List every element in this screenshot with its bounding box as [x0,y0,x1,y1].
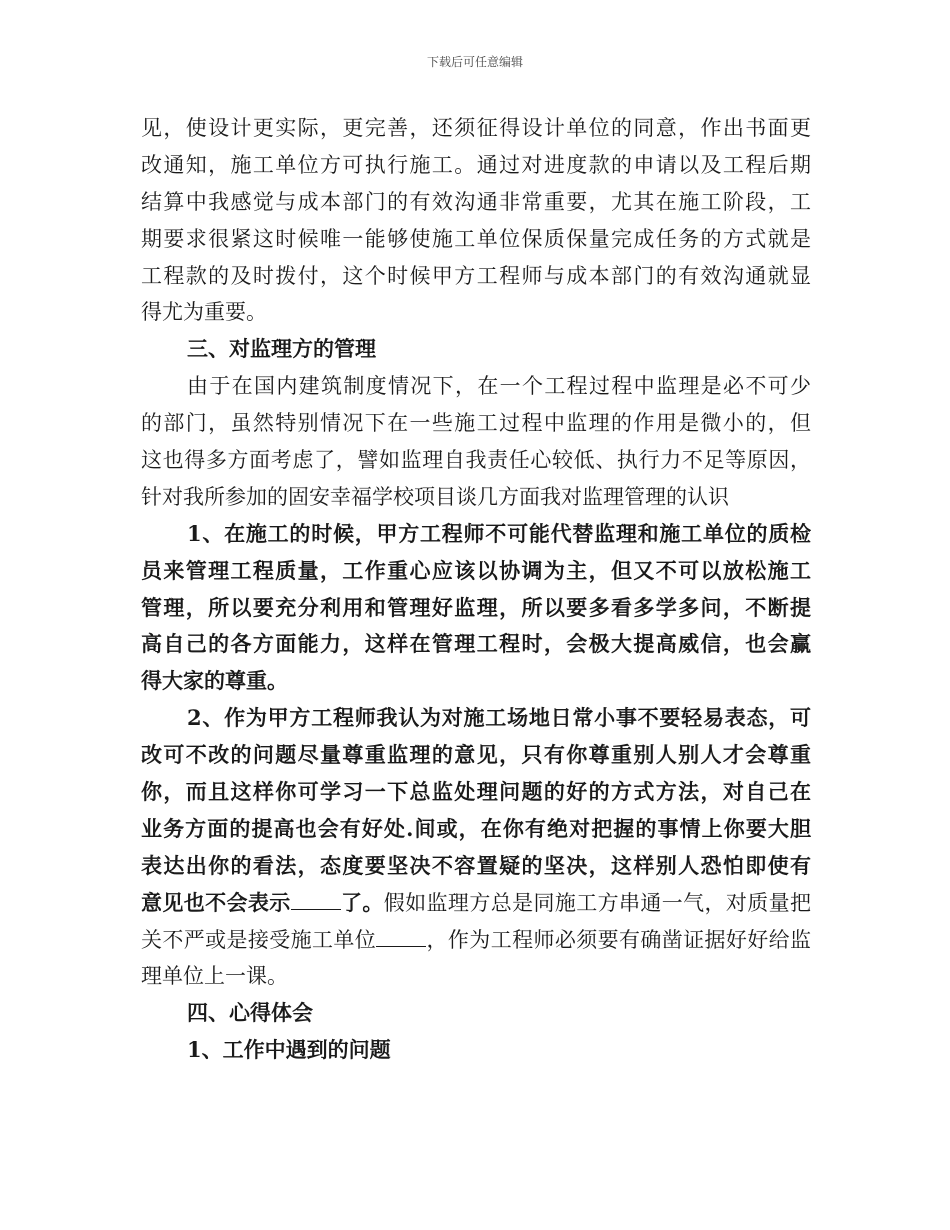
body-line: 高自己的各方面能力，这样在管理工程时，会极大提高威信，也会赢 [141,631,811,657]
body-line: 1、在施工的时候，甲方工程师不可能代替监理和施工单位的质检 [187,520,811,546]
body-line: 的部门，虽然特别情况下在一些施工过程中监理的作用是微小的，但 [141,411,811,436]
body-line: 改通知，施工单位方可执行施工。通过对进度款的申请以及工程后期 [141,152,811,177]
body-line: 2、作为甲方工程师我认为对施工场地日常小事不要轻易表态，可 [187,705,811,731]
body-line: 期要求很紧这时候唯一能够使施工单位保质保量完成任务的方式就是 [141,226,811,251]
body-line: 员来管理工程质量，工作重心应该以协调为主，但又不可以放松施工 [141,557,811,583]
body-line: 工程款的及时拨付，这个时候甲方工程师与成本部门的有效沟通就显 [141,263,811,288]
line-segment: 关不严或是接受施工单位 [141,927,377,952]
fill-in-blank [291,885,341,910]
document-body [141,110,811,1069]
line-segment: ，作为工程师必须要有确凿证据好好给监 [426,927,811,952]
body-line-with-blank [141,885,811,922]
subsection-heading: 1、工作中遇到的问题 [187,1037,391,1063]
body-line: 表达出你的看法，态度要坚决不容置疑的坚决，这样别人恐怕即使有 [141,852,811,878]
body-line: 由于在国内建筑制度情况下，在一个工程过程中监理是必不可少 [187,374,811,399]
line-segment: 意见也不会表示 [141,889,291,915]
line-segment: 假如监理方总是同施工方串通一气，对质量把 [383,890,812,915]
fill-in-blank [376,922,426,947]
body-line: 得尤为重要。 [141,300,267,325]
body-line: 针对我所参加的固安幸福学校项目谈几方面我对监理管理的认识 [141,484,729,509]
page-header: 下载后可任意编辑 [426,55,523,69]
body-line: 管理，所以要充分利用和管理好监理，所以要多看多学多问，不断提 [141,594,811,620]
body-line: 结算中我感觉与成本部门的有效沟通非常重要，尤其在施工阶段，工 [141,189,811,214]
body-line: 这也得多方面考虑了，譬如监理自我责任心较低、执行力不足等原因， [141,448,811,473]
line-segment: 了。 [340,889,384,915]
body-line: 得大家的尊重。 [141,668,288,694]
section-heading: 三、对监理方的管理 [187,336,376,362]
body-line: 改可不改的问题尽量尊重监理的意见，只有你尊重别人别人才会尊重 [141,742,811,768]
body-line: 业务方面的提高也会有好处.间或，在你有绝对把握的事情上你要大胆 [141,815,811,841]
body-line: 见，使设计更实际，更完善，还须征得设计单位的同意，作出书面更 [141,116,811,140]
body-line-with-blank [141,922,811,959]
body-line: 理单位上一课。 [141,964,288,989]
body-line: 你，而且这样你可学习一下总监处理问题的好的方式方法，对自己在 [141,779,811,805]
section-heading: 四、心得体会 [187,1000,313,1026]
